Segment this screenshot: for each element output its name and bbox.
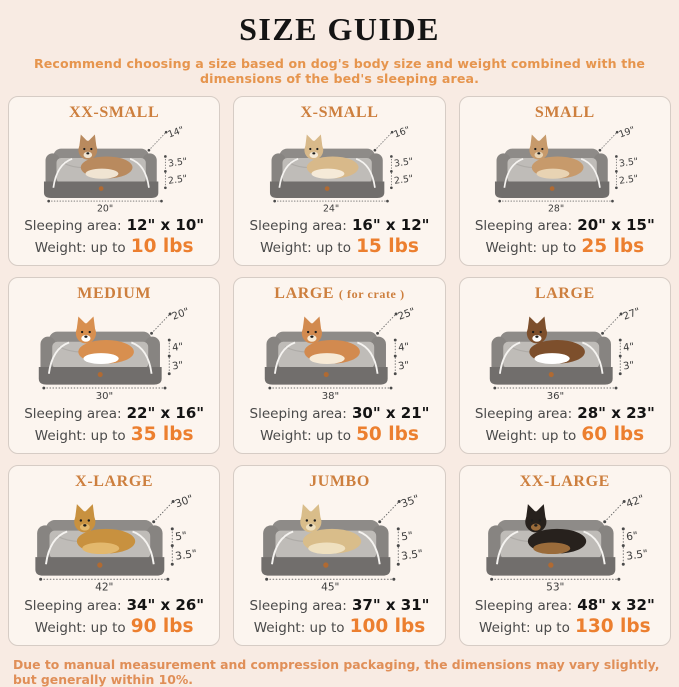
weight-row bbox=[35, 615, 194, 638]
bolster-height-label: 5" bbox=[174, 529, 188, 544]
size-title bbox=[301, 104, 379, 122]
bed-diagram bbox=[33, 122, 194, 216]
bed-illustration bbox=[460, 122, 670, 215]
disclaimer-note: Due to manual measurement and compression packaging, the dimensions may vary slightly, but generally within 10%. bbox=[13, 657, 660, 687]
size-title bbox=[77, 285, 151, 303]
weight-row bbox=[260, 423, 419, 446]
bed-illustration bbox=[234, 303, 444, 403]
size-card-large bbox=[459, 277, 671, 454]
weight-label: Weight: up to bbox=[34, 428, 126, 445]
bed-diagram bbox=[259, 122, 420, 216]
bed-diagram bbox=[253, 303, 426, 404]
paw-logo-icon bbox=[97, 563, 102, 568]
bed-illustration bbox=[9, 491, 219, 595]
sleeping-area-value: 48" x 32" bbox=[577, 596, 655, 615]
page-header bbox=[0, 0, 679, 86]
bed-diagram bbox=[484, 122, 645, 216]
bed-diagram bbox=[23, 490, 205, 596]
size-title bbox=[274, 285, 404, 303]
diagonal-dimension-label: 19" bbox=[617, 124, 637, 141]
bed-illustration bbox=[460, 303, 670, 403]
size-title bbox=[535, 104, 595, 122]
bed-diagram bbox=[27, 303, 200, 404]
bolster-height-label: 5" bbox=[400, 529, 414, 544]
bolster-height-label: 3.5" bbox=[393, 155, 414, 170]
sleeping-area-row bbox=[24, 403, 204, 423]
sleeping-area-row bbox=[250, 595, 430, 615]
size-name: X-SMALL bbox=[300, 104, 379, 122]
sleeping-area-value: 12" x 10" bbox=[126, 216, 205, 235]
bed-diagram bbox=[478, 303, 651, 404]
size-card-xx-small bbox=[8, 96, 220, 266]
bolster-height-label: 3.5" bbox=[167, 155, 189, 170]
sleeping-area-value: 20" x 15" bbox=[577, 216, 655, 235]
base-height-label: 3.5" bbox=[400, 547, 424, 563]
width-dimension-label: 24" bbox=[322, 202, 340, 214]
sleeping-area-row bbox=[475, 403, 655, 423]
sleeping-area-value: 22" x 16" bbox=[126, 404, 205, 423]
size-name: XX-SMALL bbox=[69, 104, 160, 122]
size-card-x-small bbox=[233, 96, 445, 266]
paw-logo-icon bbox=[323, 372, 328, 377]
weight-value: 25 lbs bbox=[581, 236, 645, 258]
bed-diagram bbox=[474, 490, 656, 596]
weight-value: 100 lbs bbox=[349, 616, 426, 638]
sleeping-area-label: Sleeping area: bbox=[474, 218, 573, 235]
weight-label: Weight: up to bbox=[479, 620, 570, 637]
paw-logo-icon bbox=[323, 563, 328, 568]
weight-value: 15 lbs bbox=[356, 236, 419, 258]
diagonal-dimension-label: 20" bbox=[171, 305, 192, 323]
sleeping-area-label: Sleeping area: bbox=[249, 406, 347, 423]
size-name: JUMBO bbox=[309, 473, 370, 491]
bed-illustration bbox=[9, 303, 219, 403]
width-dimension-label: 36" bbox=[546, 390, 565, 402]
weight-row bbox=[485, 235, 644, 258]
diagonal-dimension-label: 25" bbox=[396, 305, 417, 323]
sleeping-area-row bbox=[250, 215, 430, 235]
weight-value: 10 lbs bbox=[130, 236, 194, 258]
weight-row bbox=[254, 615, 426, 638]
weight-label: Weight: up to bbox=[260, 428, 351, 445]
bolster-height-label: 3.5" bbox=[618, 155, 640, 170]
size-card-x-large bbox=[8, 465, 220, 646]
base-height-label: 3" bbox=[622, 359, 636, 373]
sleeping-area-label: Sleeping area: bbox=[24, 406, 122, 423]
sleeping-area-row bbox=[475, 215, 655, 235]
weight-value: 60 lbs bbox=[581, 424, 645, 446]
weight-label: Weight: up to bbox=[34, 240, 126, 257]
sleeping-area-row bbox=[24, 595, 204, 615]
size-name: LARGE bbox=[274, 285, 335, 303]
size-title bbox=[75, 473, 153, 491]
base-height-label: 3" bbox=[397, 359, 410, 373]
size-name: LARGE bbox=[534, 285, 595, 303]
bolster-height-label: 4" bbox=[171, 341, 185, 354]
paw-logo-icon bbox=[99, 186, 104, 191]
weight-value: 90 lbs bbox=[130, 616, 194, 638]
bed-illustration bbox=[234, 122, 444, 215]
size-title bbox=[520, 473, 610, 491]
width-dimension-label: 28" bbox=[548, 202, 565, 214]
size-name: X-LARGE bbox=[75, 473, 154, 491]
diagonal-dimension-label: 30" bbox=[173, 493, 196, 511]
base-height-label: 3.5" bbox=[625, 547, 649, 563]
sleeping-area-label: Sleeping area: bbox=[474, 406, 573, 423]
weight-row bbox=[479, 615, 651, 638]
page-title: SIZE GUIDE bbox=[239, 11, 440, 47]
weight-label: Weight: up to bbox=[34, 620, 126, 637]
width-dimension-label: 30" bbox=[96, 390, 114, 402]
weight-value: 50 lbs bbox=[356, 424, 419, 446]
sleeping-area-value: 34" x 26" bbox=[126, 596, 205, 615]
page-subtitle: Recommend choosing a size based on dog's body size and weight combined with the dimensions of the bed's sleeping area. bbox=[33, 56, 646, 87]
size-title bbox=[309, 473, 370, 491]
diagonal-dimension-label: 42" bbox=[624, 493, 646, 511]
bolster-height-label: 4" bbox=[622, 341, 636, 354]
bolster-height-label: 4" bbox=[397, 341, 410, 354]
base-height-label: 3.5" bbox=[174, 547, 198, 563]
bed-illustration bbox=[9, 122, 219, 215]
size-card-jumbo bbox=[233, 465, 445, 646]
bed-illustration bbox=[234, 491, 444, 595]
base-height-label: 2.5" bbox=[167, 172, 189, 187]
weight-label: Weight: up to bbox=[253, 620, 345, 637]
size-card-xx-large bbox=[459, 465, 671, 646]
weight-label: Weight: up to bbox=[485, 240, 577, 257]
weight-row bbox=[260, 235, 419, 258]
sleeping-area-label: Sleeping area: bbox=[474, 598, 573, 615]
base-height-label: 3" bbox=[171, 359, 185, 373]
sleeping-area-row bbox=[250, 403, 430, 423]
sleeping-area-value: 37" x 31" bbox=[351, 596, 430, 615]
size-card-medium bbox=[8, 277, 220, 454]
weight-value: 35 lbs bbox=[130, 424, 194, 446]
diagonal-dimension-label: 14" bbox=[167, 124, 187, 141]
bed-illustration bbox=[460, 491, 670, 595]
weight-row bbox=[485, 423, 644, 446]
diagonal-dimension-label: 16" bbox=[392, 124, 412, 141]
diagonal-dimension-label: 35" bbox=[399, 493, 421, 511]
bolster-height-label: 6" bbox=[625, 529, 639, 544]
size-grid bbox=[0, 96, 679, 646]
size-title bbox=[69, 104, 159, 122]
paw-logo-icon bbox=[549, 372, 554, 377]
sleeping-area-value: 28" x 23" bbox=[577, 404, 655, 423]
weight-value: 130 lbs bbox=[574, 616, 651, 638]
sleeping-area-label: Sleeping area: bbox=[24, 598, 122, 615]
size-name: SMALL bbox=[534, 104, 595, 122]
sleeping-area-row bbox=[24, 215, 204, 235]
sleeping-area-value: 16" x 12" bbox=[351, 216, 430, 235]
size-title bbox=[535, 285, 595, 303]
size-card-small bbox=[459, 96, 671, 266]
weight-row bbox=[35, 235, 194, 258]
sleeping-area-label: Sleeping area: bbox=[249, 598, 347, 615]
size-card-large-crate bbox=[233, 277, 445, 454]
paw-logo-icon bbox=[550, 186, 555, 191]
size-name: MEDIUM bbox=[77, 285, 152, 303]
sleeping-area-value: 30" x 21" bbox=[351, 404, 430, 423]
size-name-suffix: ( for crate ) bbox=[338, 287, 405, 302]
bed-diagram bbox=[249, 490, 431, 596]
weight-label: Weight: up to bbox=[260, 240, 351, 257]
sleeping-area-label: Sleeping area: bbox=[249, 218, 347, 235]
width-dimension-label: 38" bbox=[321, 390, 339, 402]
weight-label: Weight: up to bbox=[485, 428, 577, 445]
sleeping-area-label: Sleeping area: bbox=[24, 218, 122, 235]
diagonal-dimension-label: 27" bbox=[621, 305, 643, 323]
width-dimension-label: 45" bbox=[320, 581, 339, 594]
sleeping-area-row bbox=[475, 595, 655, 615]
paw-logo-icon bbox=[98, 372, 103, 377]
size-name: XX-LARGE bbox=[519, 473, 610, 491]
width-dimension-label: 53" bbox=[545, 581, 565, 594]
weight-row bbox=[35, 423, 194, 446]
width-dimension-label: 20" bbox=[97, 202, 114, 214]
base-height-label: 2.5" bbox=[393, 172, 414, 187]
base-height-label: 2.5" bbox=[618, 172, 640, 187]
paw-logo-icon bbox=[548, 563, 553, 568]
width-dimension-label: 42" bbox=[95, 581, 114, 594]
paw-logo-icon bbox=[325, 186, 330, 191]
